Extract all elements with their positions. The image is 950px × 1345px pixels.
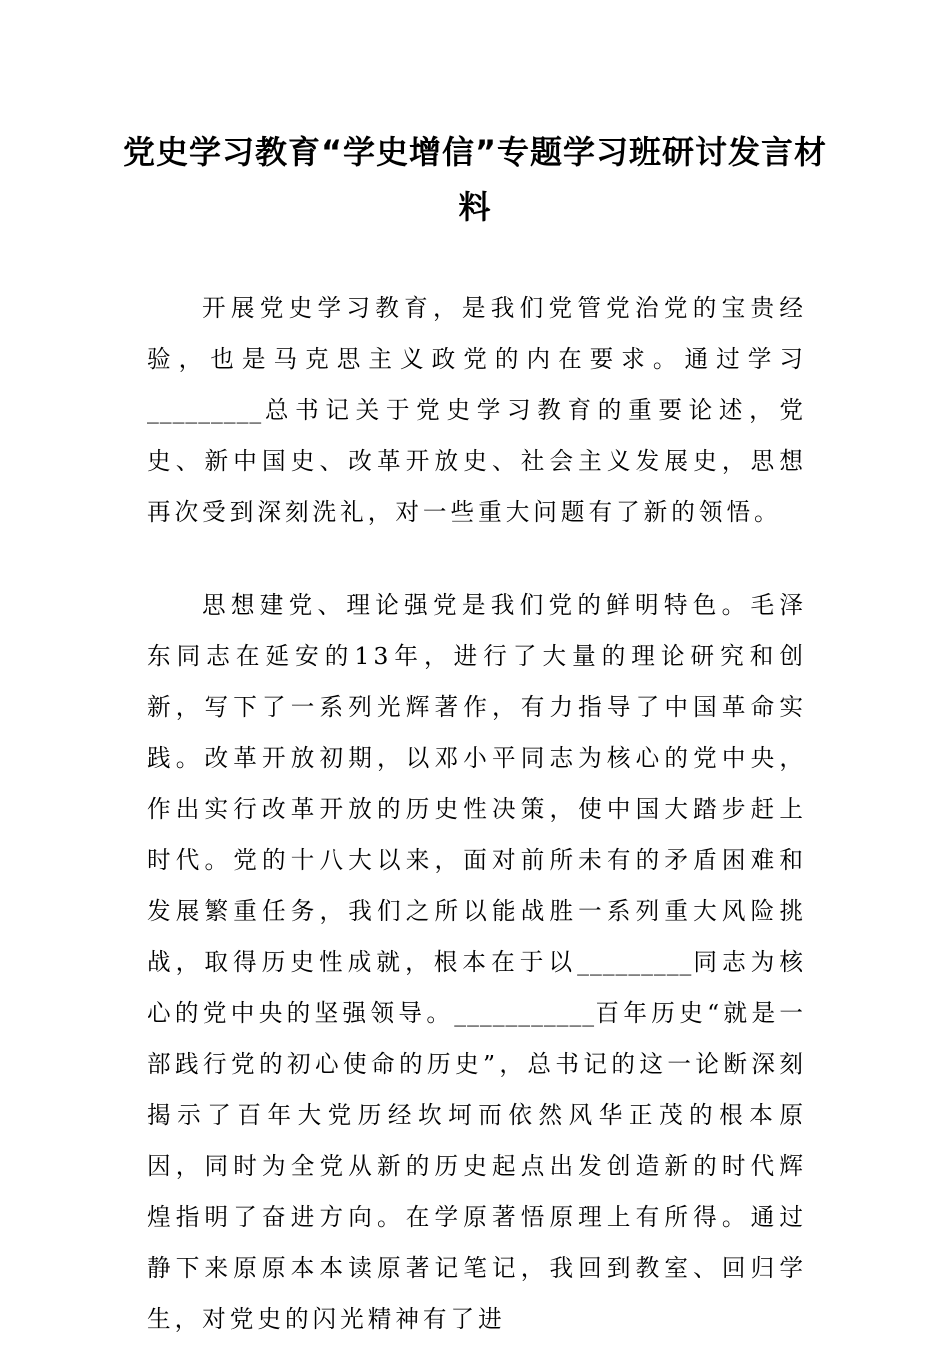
document-title: 党史学习教育“学史增信”专题学习班研讨发言材料 — [122, 133, 828, 226]
redacted-blank: _________ — [147, 396, 263, 424]
paragraph-text: 思想建党、理论强党是我们党的鲜明特色。毛泽东同志在延安的13年，进行了大量的理论研究和创新，写下了一系列光辉著作，有力指导了中国革命实践。改革开放初期，以邓小平同志为核心的党中央，作出实行改革开放的历史性决策，使中国大踏步赶上时代。党的十八大以来，面对前所未有的矛盾困难和发展繁重任务，我们之所以能战胜一系列重大风险挑战，取得历史性成就，根本在于以 — [147, 591, 807, 976]
redacted-blank: ___________ — [454, 999, 596, 1027]
paragraph-intro — [147, 283, 807, 538]
redacted-blank: _________ — [577, 948, 693, 976]
paragraph-text: 总书记关于党史学习教育的重要论述，党史、新中国史、改革开放史、社会主义发展史，思想再次受到深刻洗礼，对一些重大问题有了新的领悟。 — [147, 396, 807, 526]
paragraph-text: 百年历史“就是一部践行党的初心使命的历史”，总书记的这一论断深刻揭示了百年大党历经坎坷而依然风华正茂的根本原因，同时为全党从新的历史起点出发创造新的时代辉煌指明了奋进方向。在学原著悟原理上有所得。通过静下来原原本本读原著记笔记，我回到教室、回归学生，对党史的闪光精神有了进 — [147, 999, 808, 1333]
paragraph-text: 开展党史学习教育，是我们党管党治党的宝贵经验，也是马克思主义政党的内在要求。通过学习 — [147, 294, 807, 373]
paragraph-main — [147, 580, 807, 1345]
paragraph-text: 同志为核心的党中央的坚强领导。 — [147, 948, 808, 1027]
